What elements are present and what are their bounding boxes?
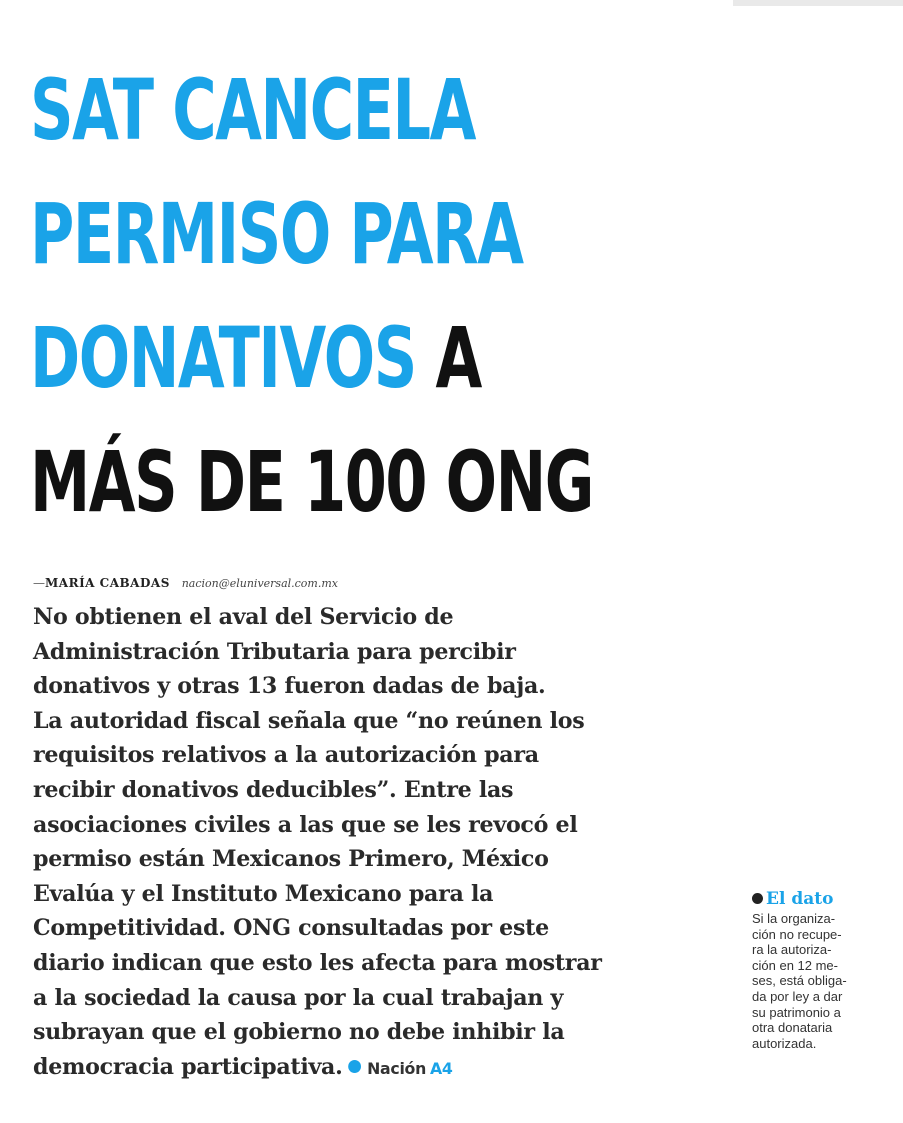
section-reference-link[interactable]: Nación bbox=[367, 1058, 427, 1078]
el-dato-sidebar bbox=[752, 889, 882, 1051]
byline-dash: — bbox=[33, 576, 45, 590]
page-reference-link[interactable]: A4 bbox=[429, 1058, 453, 1078]
byline bbox=[33, 576, 338, 590]
headline-line-1: SAT CANCELA bbox=[30, 61, 476, 159]
black-bullet-icon bbox=[752, 893, 763, 904]
lede-line: requisitos relativos a la autorización para bbox=[33, 742, 539, 769]
lede-line: Competitividad. ONG consultadas por este bbox=[33, 915, 549, 942]
lede-last-line bbox=[33, 1050, 723, 1087]
byline-author: MARÍA CABADAS bbox=[45, 576, 170, 590]
headline-line-3-blue: DONATIVOS bbox=[30, 309, 416, 407]
el-dato-title bbox=[752, 889, 882, 909]
lede-line: asociaciones civiles a las que se les revocó el bbox=[33, 811, 578, 838]
el-dato-line: otra donataria bbox=[752, 1020, 833, 1036]
el-dato-line: Si la organiza- bbox=[752, 911, 836, 926]
lede-line: Evalúa y el Instituto Mexicano para la bbox=[33, 880, 494, 907]
el-dato-line: ses, está obliga- bbox=[752, 973, 847, 989]
headline-line-3-black: A bbox=[435, 309, 481, 407]
lede-line: donativos y otras 13 fueron dadas de baja. bbox=[33, 673, 546, 700]
lede-line: No obtienen el aval del Servicio de bbox=[33, 604, 454, 630]
el-dato-line: su patrimonio a bbox=[752, 1004, 841, 1020]
byline-email: nacion@eluniversal.com.mx bbox=[181, 577, 338, 590]
lede-line: a la sociedad la causa por la cual trabajan y bbox=[33, 984, 564, 1011]
headline-line-4: MÁS DE 100 ONG bbox=[30, 433, 593, 531]
el-dato-line: ción no recupe- bbox=[752, 926, 842, 942]
headline-line-3 bbox=[30, 296, 649, 420]
lede-line: subrayan que el gobierno no debe inhibir la bbox=[33, 1019, 565, 1046]
headline-line-2: PERMISO PARA bbox=[30, 185, 523, 283]
lede-line: recibir donativos deducibles”. Entre las bbox=[33, 776, 514, 803]
lede-line: Administración Tributaria para percibir bbox=[33, 638, 516, 665]
lede-line: La autoridad fiscal señala que “no reúnen los bbox=[33, 707, 585, 734]
el-dato-line: ra la autoriza- bbox=[752, 942, 832, 958]
lede-line: diario indican que esto les afecta para mostrar bbox=[33, 949, 602, 976]
el-dato-text bbox=[752, 911, 882, 1051]
page-corner-mark bbox=[733, 0, 903, 6]
el-dato-title-text: El dato bbox=[766, 889, 834, 909]
el-dato-line: ción en 12 me- bbox=[752, 957, 838, 973]
lede-line: permiso están Mexicanos Primero, México bbox=[33, 846, 549, 873]
el-dato-line: da por ley a dar bbox=[752, 988, 843, 1004]
el-dato-line: autorizada. bbox=[752, 1035, 817, 1051]
headline bbox=[30, 48, 649, 544]
lede-paragraph bbox=[33, 600, 723, 1086]
lede-line: democracia participativa. bbox=[33, 1053, 343, 1080]
blue-bullet-icon bbox=[348, 1060, 361, 1073]
